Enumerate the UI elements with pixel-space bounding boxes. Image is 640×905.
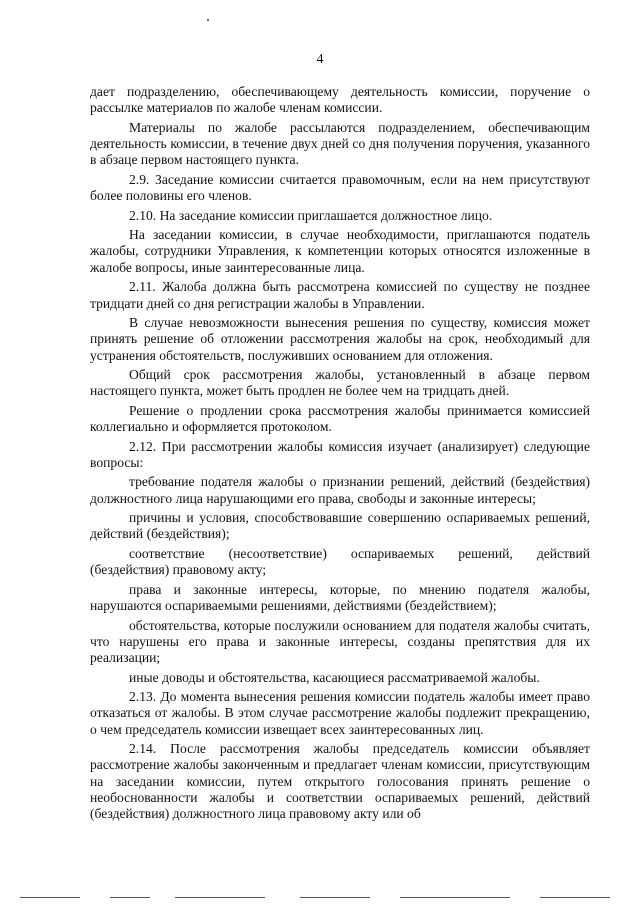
- paragraph: иные доводы и обстоятельства, касающиеся рассматриваемой жалобы.: [129, 669, 540, 685]
- paragraph: 2.12. При рассмотрении жалобы комиссия изучает (анализирует) следующие вопросы:: [90, 438, 590, 470]
- scan-edge-noise: [0, 893, 640, 903]
- paragraph: 2.10. На заседание комиссии приглашается должностное лицо.: [129, 207, 493, 223]
- paragraph: На заседании комиссии, в случае необходимости, приглашаются податель жалобы, сотрудники Управления, к компетенции которых относятся изложенные в жалобе вопросы, иные заинтересованные лица.: [90, 227, 590, 275]
- paragraph: 2.11. Жалоба должна быть рассмотрена комиссией по существу не позднее тридцати дней со дня регистрации жалобы в Управлении.: [90, 279, 590, 311]
- paragraph: 2.9. Заседание комиссии считается правомочным, если на нем присутствуют более половины его членов.: [90, 171, 590, 204]
- paragraph: соответствие (несоответствие) оспариваемых решений, действий (бездействия) правовому акту;: [90, 545, 590, 578]
- paragraph: 2.14. После рассмотрения жалобы председатель комиссии объявляет рассмотрение жалобы законченным и предлагает членам комиссии, присутствующим на заседании комиссии, путем открытого голосования принять решение о необоснованности жалобы и соответствии оспариваемых решений, действий (бездействия) должностного лица правовому акту или об: [90, 741, 590, 822]
- paragraph: причины и условия, способствовавшие совершению оспариваемых решений, действий (бездействия);: [90, 510, 590, 542]
- paragraph: дает подразделению, обеспечивающему деятельность комиссии, поручение о рассылке материалов по жалобе членам комиссии.: [90, 84, 590, 116]
- paragraph: Решение о продлении срока рассмотрения жалобы принимается комиссией коллегиально и оформляется протоколом.: [90, 402, 590, 435]
- paragraph: Материалы по жалобе рассылаются подразделением, обеспечивающим деятельность комиссии, в течение двух дней со дня получения поручения, указанного в абзаце первом настоящего пункта.: [90, 119, 590, 168]
- paragraph: В случае невозможности вынесения решения по существу, комиссия может принять решение об отложении рассмотрения жалобы на срок, необходимый для устранения обстоятельств, послуживших основанием для отложения.: [90, 314, 590, 363]
- paragraph: 2.13. До момента вынесения решения комиссии податель жалобы имеет право отказаться от жалобы. В этом случае рассмотрение жалобы подлежит прекращению, о чем председатель комиссии извещает всех заинтересованных лиц.: [90, 689, 590, 737]
- scan-speck: [207, 19, 209, 21]
- paragraph: Общий срок рассмотрения жалобы, установленный в абзаце первом настоящего пункта, может быть продлен не более чем на тридцать дней.: [90, 367, 590, 399]
- document-body: [90, 84, 590, 826]
- paragraph: обстоятельства, которые послужили основанием для подателя жалобы считать, что нарушены его права и законные интересы, созданы препятствия для их реализации;: [90, 617, 590, 666]
- page-number: 4: [316, 52, 324, 67]
- paragraph: требование подателя жалобы о признании решений, действий (бездействия) должностного лица нарушающими его права, свободы и законные интересы;: [90, 474, 590, 506]
- paragraph: права и законные интересы, которые, по мнению подателя жалобы, нарушаются оспариваемыми решениями, действиями (бездействием);: [90, 581, 590, 614]
